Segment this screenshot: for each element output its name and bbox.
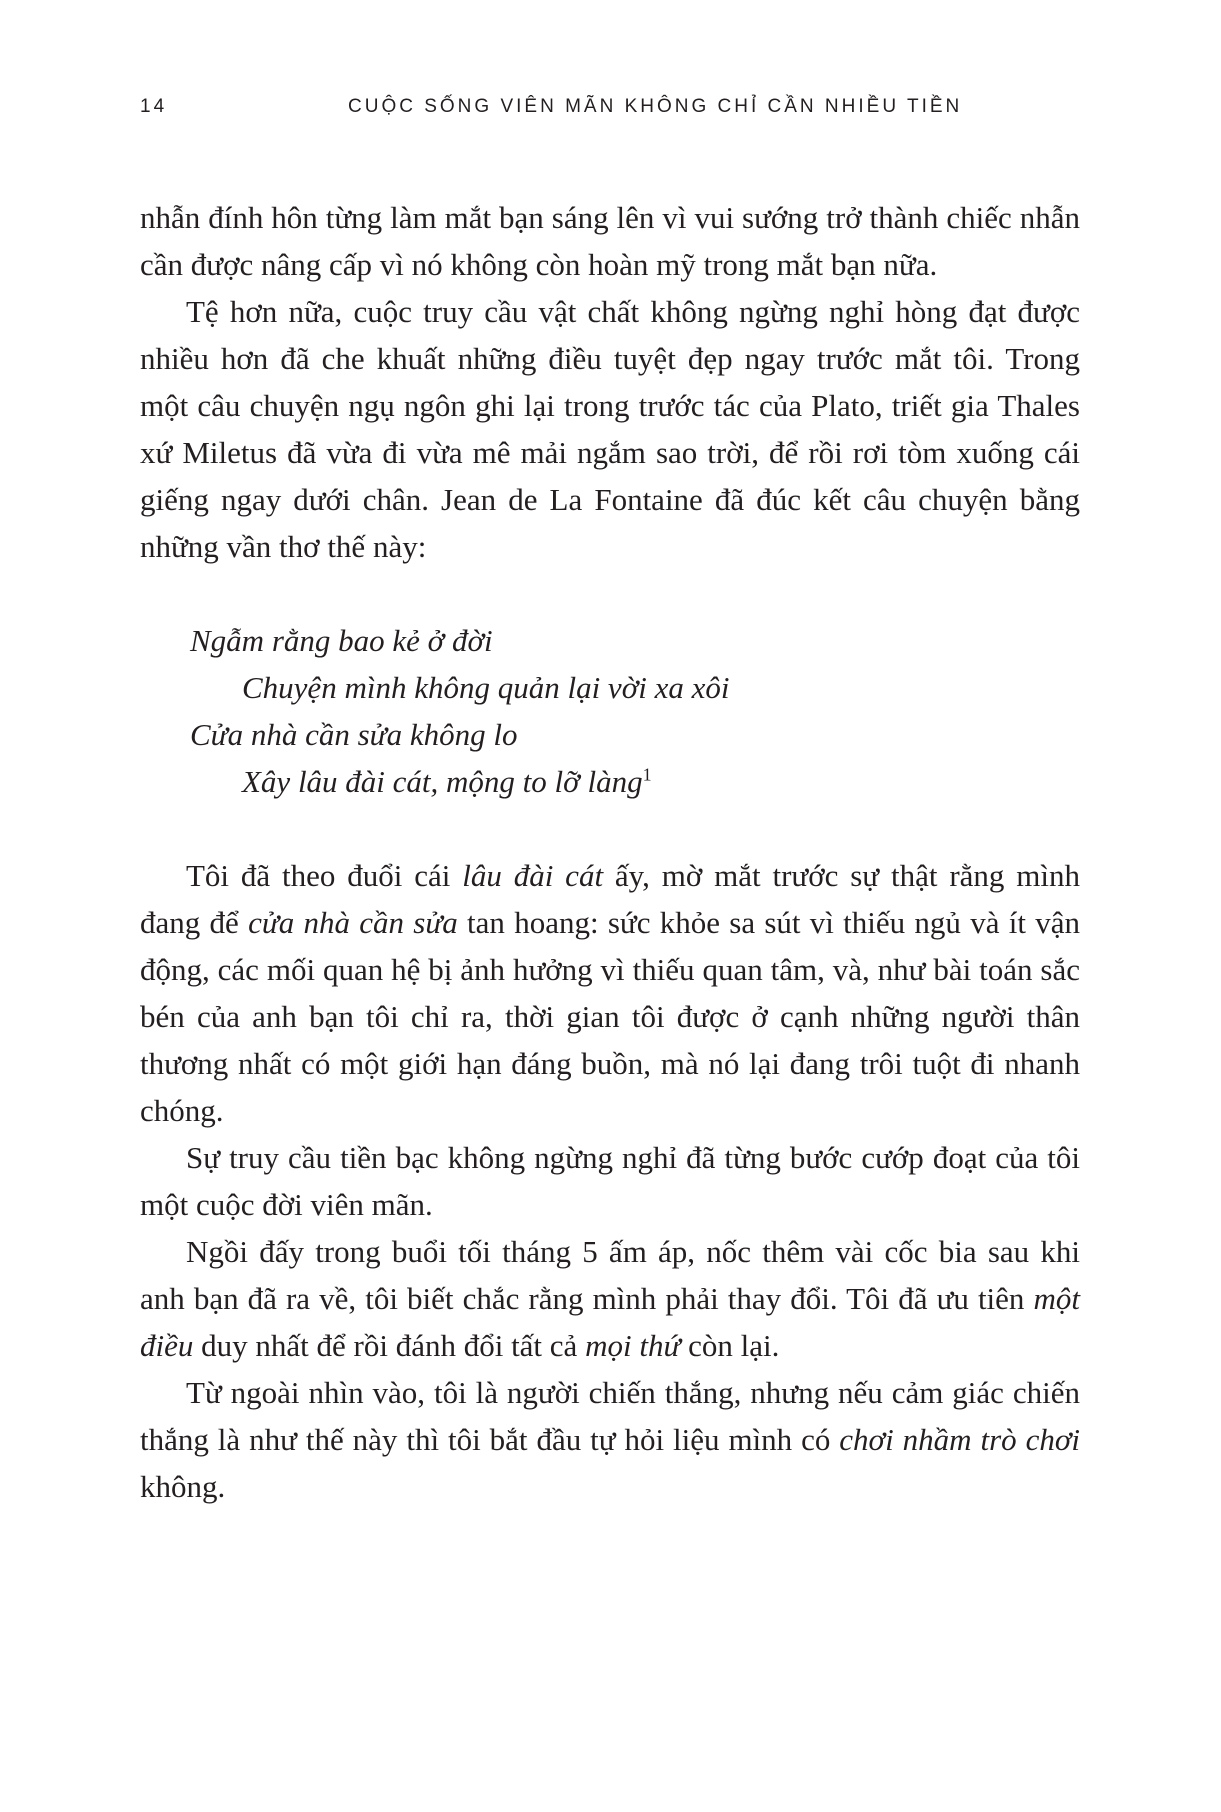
book-title: CUỘC SỐNG VIÊN MÃN KHÔNG CHỈ CẦN NHIỀU TIỀN [348,96,963,117]
verse-line-2: Chuyện mình không quản lại vời xa xôi [242,670,730,705]
text-run: ấy, mờ mắt trước sự thật rằng mình đang để [140,858,1080,940]
emphasis-everything: mọi thứ [585,1328,681,1363]
text-run: tan hoang: sức khỏe sa sút vì thiếu ngủ và ít vận động, các mối quan hệ bị ảnh hưởng vì thiếu quan tâm, và, như bài toán sắc bén của anh bạn tôi chỉ ra, thời gian tôi được ở cạnh những người thân thương nhất có một giới hạn đáng buồn, mà nó lại đang trôi tuột đi nhanh chóng. [140,905,1080,1128]
text-run: không. [140,1469,226,1504]
paragraph-sandcastle [140,852,1080,1134]
paragraph-thales-fable: Tệ hơn nữa, cuộc truy cầu vật chất không ngừng nghỉ hòng đạt được nhiều hơn đã che khuất những điều tuyệt đẹp ngay trước mắt tôi. Trong một câu chuyện ngụ ngôn ghi lại trong trước tác của Plato, triết gia Thales xứ Miletus đã vừa đi vừa mê mải ngắm sao trời, để rồi rơi tòm xuống cái giếng ngay dưới chân. Jean de La Fontaine đã đúc kết câu chuyện bằng những vần thơ thế này: [140,294,1080,564]
text-run: Ngồi đấy trong buổi tối tháng 5 ấm áp, nốc thêm vài cốc bia sau khi anh bạn đã ra về, tôi biết chắc rằng mình phải thay đổi. Tôi đã ưu tiên [140,1234,1080,1316]
verse-line-1: Ngẫm rằng bao kẻ ở đời [190,623,493,658]
verse-quote [190,617,1080,805]
verse-line-4 [190,758,1080,805]
text-run: Tôi đã theo đuổi cái [186,858,463,893]
text-run: Từ ngoài nhìn vào, tôi là người chiến thắng, nhưng nếu cảm giác chiến thắng là như thế này thì tôi bắt đầu tự hỏi liệu mình có [140,1375,1080,1457]
text-run: duy nhất để rồi đánh đổi tất cả [193,1328,586,1363]
verse-line-4-text: Xây lâu đài cát, mộng to lỡ làng [242,764,643,799]
emphasis-one-thing: một điều [140,1281,1080,1363]
paragraph-money-pursuit: Sự truy cầu tiền bạc không ngừng nghỉ đã từng bước cướp đoạt của tôi một cuộc đời viên mãn. [140,1140,1080,1222]
verse-line-3: Cửa nhà cần sửa không lo [190,717,518,752]
paragraph-wrong-game [140,1369,1080,1510]
paragraph-may-evening [140,1228,1080,1369]
text-run: còn lại. [680,1328,780,1363]
emphasis-sandcastle: lâu đài cát [462,858,604,893]
emphasis-wrong-game: chơi nhầm trò chơi [839,1422,1080,1457]
paragraph-continuation: nhẫn đính hôn từng làm mắt bạn sáng lên vì vui sướng trở thành chiếc nhẫn cần được nâng cấp vì nó không còn hoàn mỹ trong mắt bạn nữa. [140,200,1080,282]
emphasis-house-repair: cửa nhà cần sửa [248,905,458,940]
footnote-marker: 1 [642,764,652,785]
body-text [140,194,1080,1510]
running-header [140,96,1080,126]
page-number: 14 [140,96,168,117]
